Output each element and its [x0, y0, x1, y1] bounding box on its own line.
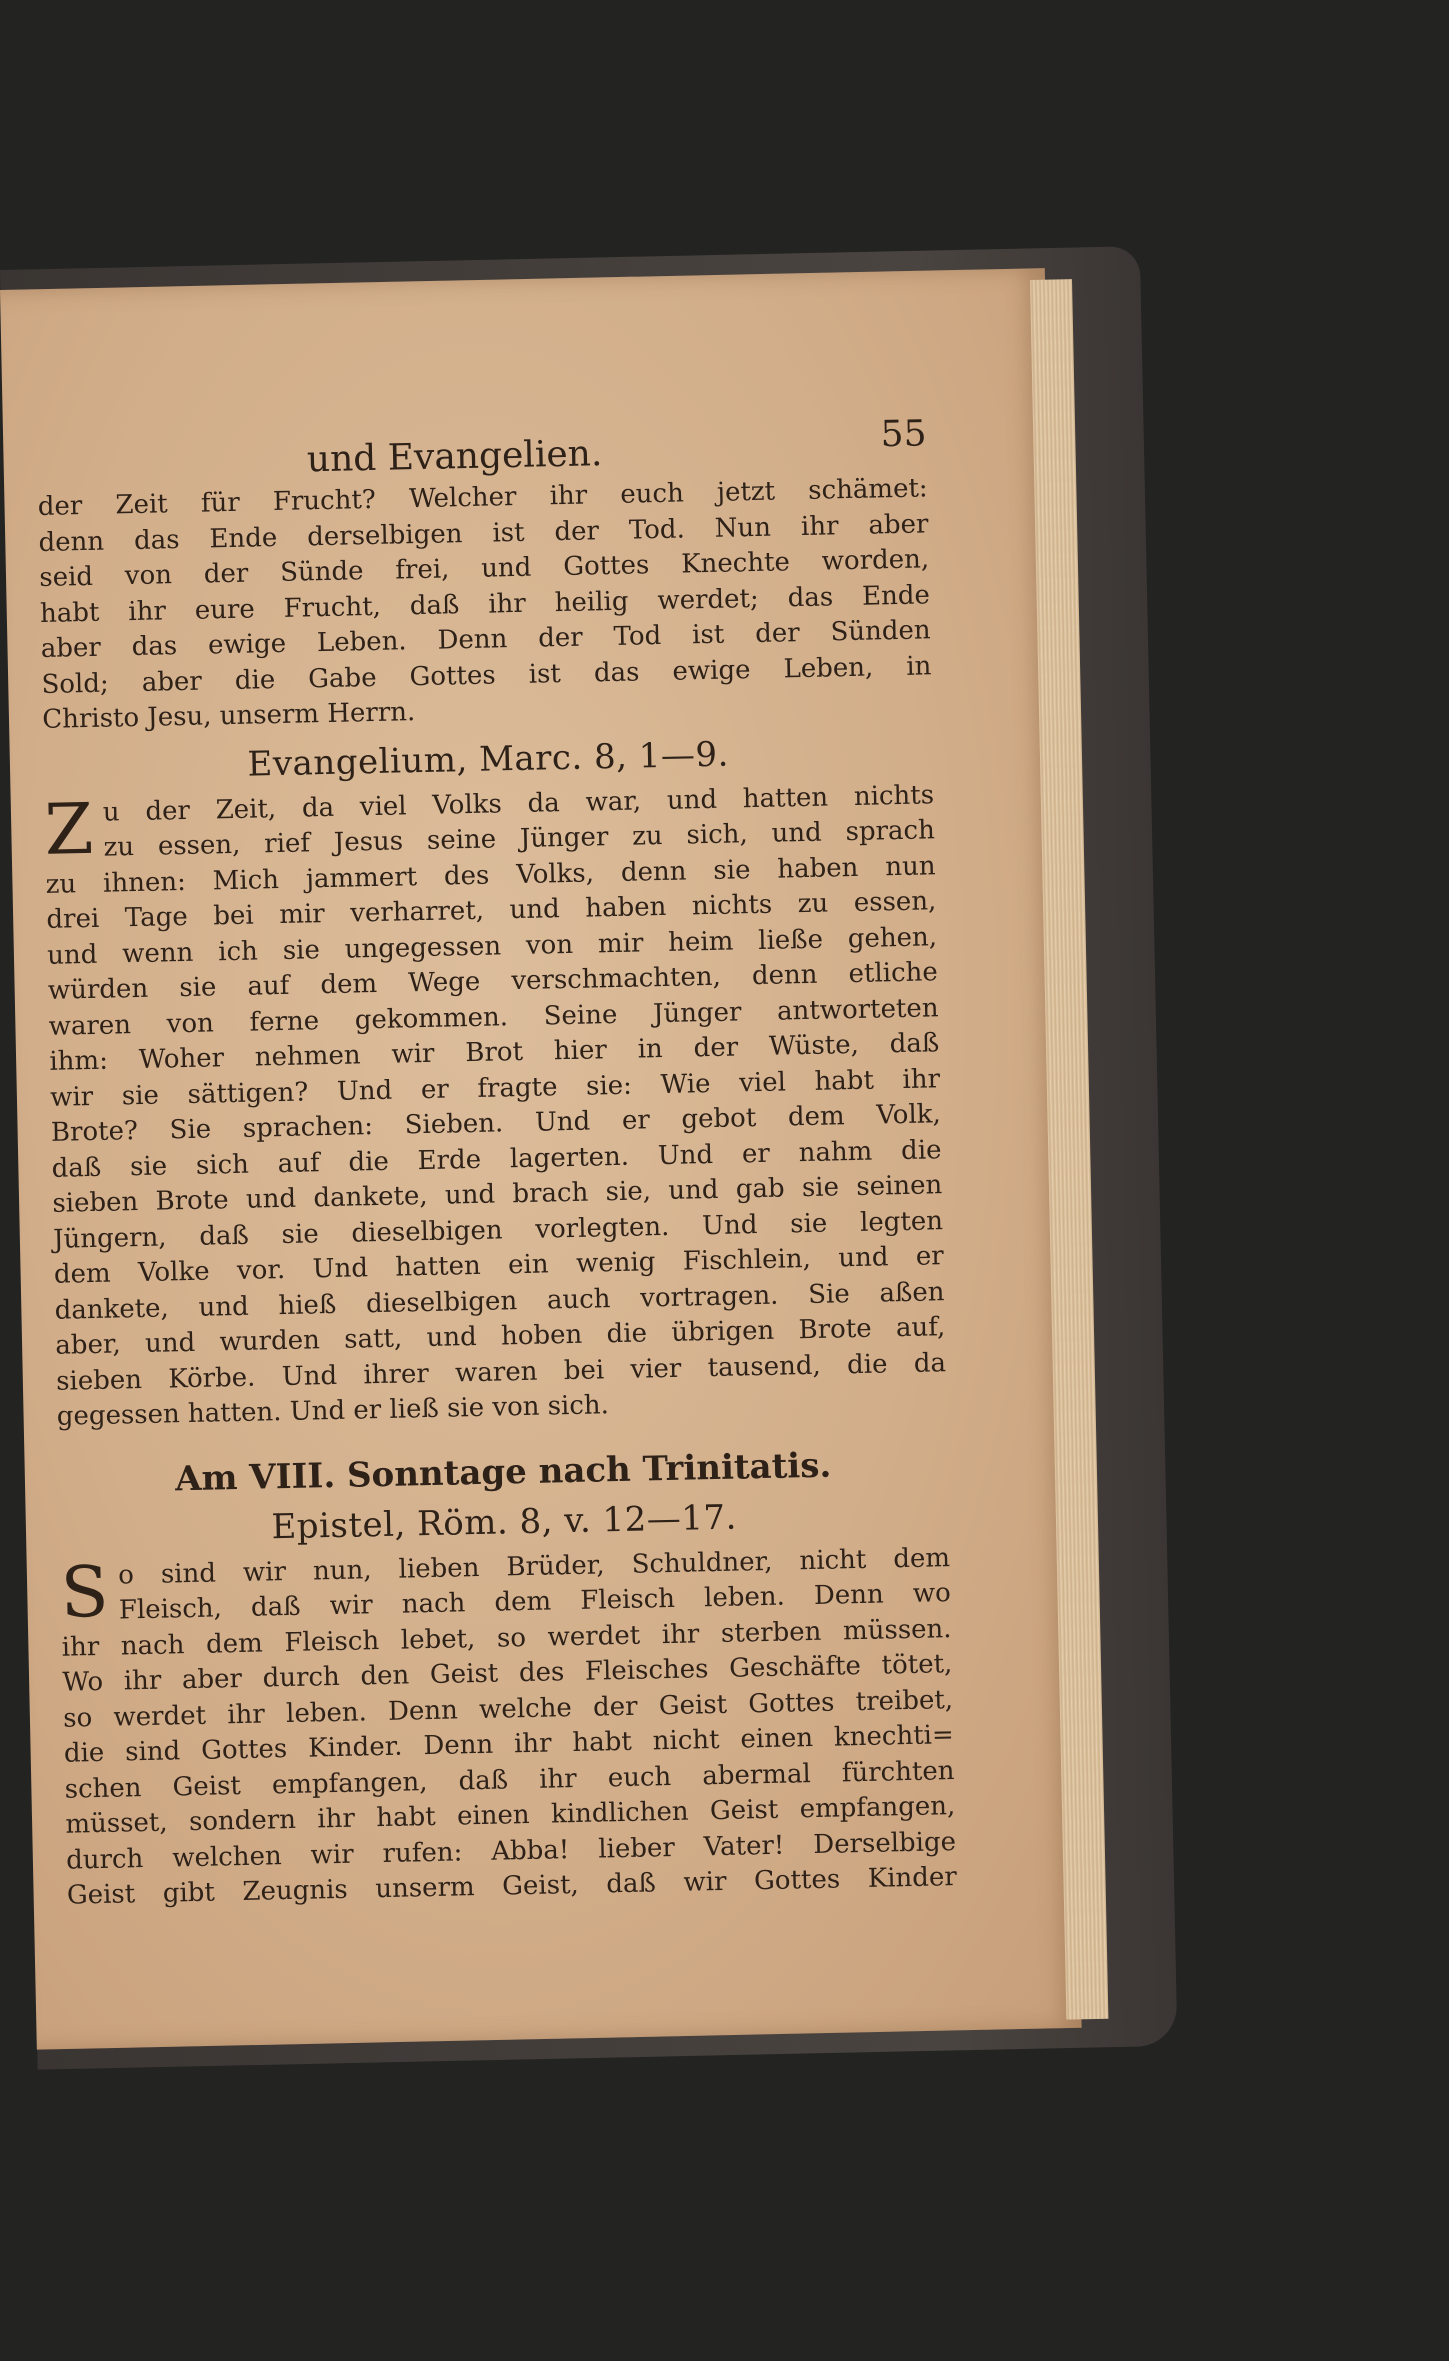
text-line: durch welchen wir rufen: Abba! lieber Vater! Derselbige — [65, 1826, 957, 1876]
text-line: müsset, sondern ihr habt einen kindlichen Geist empfangen, — [65, 1791, 956, 1840]
text-line: dem Volke vor. Und hatten ein wenig Fischlein, und er — [53, 1241, 945, 1290]
text-line: sieben Körbe. Und ihrer waren bei vier tausend, die da — [55, 1347, 947, 1397]
text-line: Christo Jesu, unserm Herrn. — [41, 697, 416, 735]
text-line: zu ihnen: Mich jammert des Volks, denn sie haben nun — [45, 850, 936, 900]
text-line: würden sie auf dem Wege verschmachten, denn etliche — [47, 957, 939, 1006]
text-line: die sind Gottes Kinder. Denn ihr habt nicht einen knechti= — [63, 1720, 955, 1769]
sunday-heading: Am VIII. Sonntage nach Trinitatis. — [174, 1445, 832, 1499]
text-line: drei Tage bei mir verharret, und haben nichts zu essen, — [46, 886, 937, 935]
text-line: so werdet ihr leben. Denn welche der Geist Gottes treibet, — [62, 1684, 954, 1734]
text-line: der Zeit für Frucht? Welcher ihr euch jetzt schämet: — [37, 473, 928, 522]
text-line: und wenn ich sie ungegessen von mir heim ließe gehen, — [46, 921, 938, 971]
text-line: zu essen, rief Jesus seine Jünger zu sich, und sprach — [103, 815, 936, 863]
text-line: gegessen hatten. Und er ließ sie von sich. — [56, 1390, 610, 1432]
text-line: aber das ewige Leben. Denn der Tod ist der Sünden — [40, 615, 931, 664]
text-line: schen Geist empfangen, daß ihr euch abermal fürchten — [64, 1755, 955, 1805]
text-line: Fleisch, daß wir nach dem Fleisch leben. Denn wo — [118, 1578, 952, 1626]
text-line: sieben Brote und dankete, und brach sie, und gab sie seinen — [52, 1170, 943, 1219]
text-line: Geist gibt Zeugnis unserm Geist, daß wir Gottes Kinder — [66, 1862, 958, 1911]
text-line: Brote? Sie sprachen: Sieben. Und er gebot dem Volk, — [50, 1099, 942, 1148]
text-line: denn das Ende derselbigen ist der Tod. Nun ihr aber — [38, 508, 929, 558]
drop-cap: S — [59, 1550, 110, 1634]
running-head-title: und Evangelien. — [306, 433, 603, 481]
text-line: daß sie sich auf die Erde lagerten. Und er nahm die — [51, 1134, 942, 1184]
gospel-text — [44, 778, 947, 1435]
text-line: Wo ihr aber durch den Geist des Fleisches Geschäfte tötet, — [62, 1649, 953, 1698]
drop-cap: Z — [43, 787, 95, 871]
text-line: waren von ferne gekommen. Seine Jünger antworteten — [48, 992, 939, 1042]
text-line: ihr nach dem Fleisch lebet, so werdet ihr sterben müssen. — [61, 1613, 952, 1663]
text-line: o sind wir nun, lieben Brüder, Schuldner, nicht dem — [117, 1542, 951, 1591]
epistle-text — [60, 1541, 957, 1915]
text-line: aber, und wurden satt, und hoben die übrigen Brote auf, — [55, 1312, 946, 1361]
text-line: Sold; aber die Gabe Gottes ist das ewige Leben, in — [41, 650, 932, 700]
text-line: u der Zeit, da viel Volks da war, und hatten nichts — [102, 779, 935, 828]
epistle-heading: Epistel, Röm. 8, v. 12—17. — [271, 1497, 738, 1547]
text-line: ihm: Woher nehmen wir Brot hier in der Wüste, daß — [49, 1028, 940, 1077]
page-text — [36, 401, 957, 1914]
text-line: wir sie sättigen? Und er fragte sie: Wie viel habt ihr — [49, 1063, 941, 1113]
page-number: 55 — [880, 413, 927, 456]
text-line: seid von der Sünde frei, und Gottes Knechte worden, — [38, 544, 930, 593]
text-line: habt ihr eure Frucht, daß ihr heilig werdet; das Ende — [39, 579, 931, 629]
gospel-heading: Evangelium, Marc. 8, 1—9. — [247, 734, 730, 785]
text-line: Jüngern, daß sie dieselbigen vorlegten. Und sie legten — [52, 1205, 944, 1255]
epistle-continuation — [37, 471, 932, 738]
text-line: dankete, und hieß dieselbigen auch vortragen. Sie aßen — [54, 1276, 945, 1326]
